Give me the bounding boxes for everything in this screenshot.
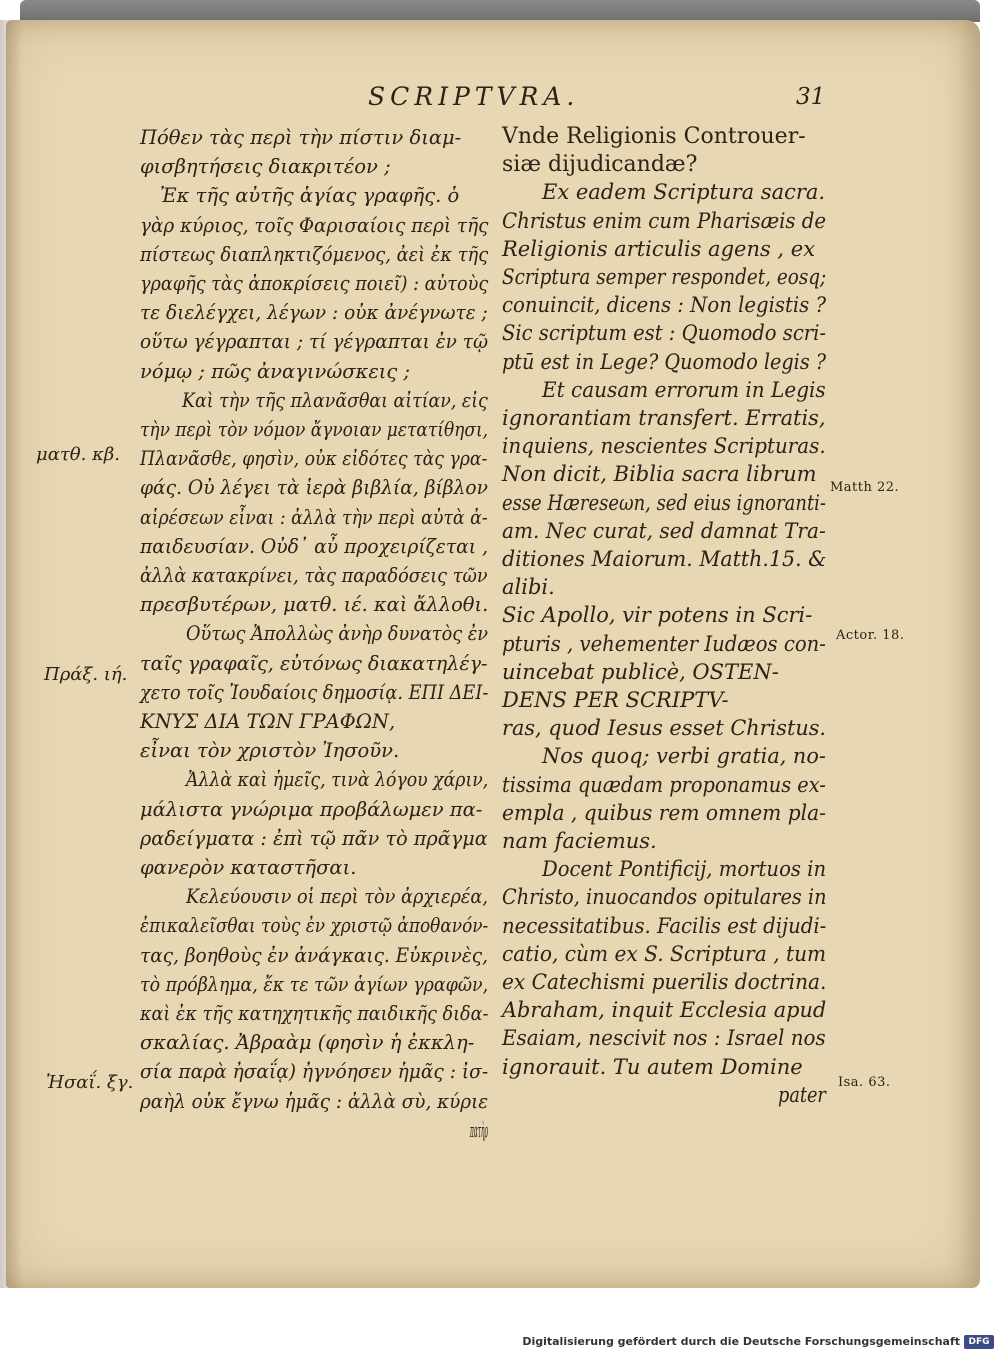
book-top-edge bbox=[20, 0, 980, 22]
page-fold-shadow bbox=[0, 20, 22, 1288]
margin-note-right: Matth 22. bbox=[830, 480, 900, 495]
greek-text-line: Καὶ τὴν τῆς πλανᾶσθαι αἰτίαν, εἰς bbox=[182, 388, 488, 412]
latin-text-line: Abraham, inquit Ecclesia apud bbox=[502, 998, 827, 1023]
greek-text-line: πίστεως διαπληκτιζόμενος, ἀεὶ ἐκ τῆς bbox=[140, 242, 489, 266]
greek-text-line: ραδείγματα : ἐπὶ τῷ πᾶν τὸ πρᾶγμα bbox=[140, 826, 488, 850]
greek-text-line: νόμῳ ; πῶς ἀναγινώσκεις ; bbox=[140, 359, 411, 383]
latin-text-line: ras, quod Iesus esset Christus. bbox=[502, 716, 827, 741]
greek-text-line: ΚΝΥΣ ΔΙΑ ΤΩΝ ΓΡΑΦΩΝ, bbox=[140, 710, 396, 733]
greek-text-line: φάς. Οὐ λέγει τὰ ἱερὰ βιβλία, βίβλον bbox=[140, 476, 488, 500]
greek-text-line: φανερὸν καταστῆσαι. bbox=[140, 856, 357, 879]
latin-text-line: empla , quibus rem omnem pla- bbox=[502, 800, 826, 825]
latin-text-line: ptū est in Lege? Quomodo legis ? bbox=[502, 349, 827, 374]
latin-text-line: Sic Apollo, vir potens in Scri- bbox=[502, 603, 813, 628]
latin-question-heading: Vnde Religionis Controuer- bbox=[502, 124, 806, 149]
greek-text-line: καὶ ἐκ τῆς κατηχητικῆς παιδικῆς διδα- bbox=[140, 1002, 489, 1025]
greek-text-line: Οὕτως Ἀπολλὼς ἀνὴρ δυνατὸς ἐν bbox=[186, 622, 489, 646]
greek-text-line: οὕτω γέγραπται ; τί γέγραπται ἐν τῷ bbox=[140, 330, 489, 354]
latin-text-line: Docent Pontificij, mortuos in bbox=[542, 857, 827, 882]
latin-text-line: ignorantiam transfert. Erratis, bbox=[502, 406, 826, 430]
page-number: 31 bbox=[796, 84, 826, 110]
greek-text-line: φισβητήσεις διακριτέον ; bbox=[140, 155, 391, 179]
latin-text-line: DENS PER SCRIPTV- bbox=[502, 688, 729, 712]
latin-text-line: tissima quædam proponamus ex- bbox=[502, 772, 826, 797]
latin-text-line: pater bbox=[778, 1082, 826, 1107]
latin-text-line: ditiones Maiorum. Matth.15. & bbox=[502, 547, 827, 571]
greek-text-line: σία παρὰ ἠσαΐᾳ) ἠγνόησεν ἡμᾶς : ἰσ- bbox=[140, 1060, 489, 1084]
greek-text-line: ἀλλὰ κατακρίνει, τὰς παραδόσεις τῶν bbox=[140, 564, 488, 587]
margin-note-left: Ἠσαΐ. ξγ. bbox=[46, 1072, 134, 1093]
latin-text-line: Ex eadem Scriptura sacra. bbox=[542, 180, 826, 205]
latin-text-line: conuincit, dicens : Non legistis ? bbox=[502, 293, 827, 318]
margin-note-left: ματθ. κβ. bbox=[36, 444, 121, 465]
footer-credit: Digitalisierung gefördert durch die Deutsche Forschungsgemeinschaft bbox=[522, 1335, 960, 1348]
latin-text-line: Sic scriptum est : Quomodo scri- bbox=[502, 321, 826, 346]
greek-text-line: ἐπικαλεῖσθαι τοὺς ἐν χριστῷ ἀποθανόν- bbox=[140, 914, 489, 938]
margin-note-right: Actor. 18. bbox=[836, 628, 905, 643]
latin-text-line: necessitatibus. Facilis est dijudi- bbox=[502, 913, 827, 938]
running-head: SCRIPTVRA. bbox=[368, 82, 580, 111]
greek-text-line: ραὴλ οὐκ ἔγνω ἡμᾶς : ἀλλὰ σὺ, κύριε bbox=[140, 1089, 489, 1113]
greek-text-line: Ἐκ τῆς αὐτῆς ἁγίας γραφῆς. ὁ bbox=[160, 184, 460, 208]
greek-text-line: τε διελέγχει, λέγων : οὐκ ἀνέγνωτε ; bbox=[140, 301, 488, 325]
greek-text-line: γὰρ κύριος, τοῖς Φαρισαίοις περὶ τῆς bbox=[140, 213, 489, 237]
greek-text-line: Κελεύουσιν οἱ περὶ τὸν ἀρχιερέα, bbox=[186, 885, 488, 909]
latin-text-line: Non dicit, Biblia sacra librum bbox=[502, 462, 817, 487]
dfg-logo: DFG bbox=[964, 1335, 994, 1349]
latin-text-line: Esaiam, nescivit nos : Israel nos bbox=[502, 1026, 826, 1051]
latin-text-line: ex Catechismi puerilis doctrina. bbox=[502, 970, 827, 994]
margin-note-right: Isa. 63. bbox=[838, 1075, 891, 1090]
greek-text-line: ταῖς γραφαῖς, εὐτόνως διακατηλέγ- bbox=[140, 651, 488, 675]
greek-text-line: τὴν περὶ τὸν νόμον ἄγνοιαν μετατίθησι, bbox=[140, 418, 489, 441]
latin-text-line: Christus enim cum Pharisæis de bbox=[502, 208, 827, 233]
greek-text-line: Πόθεν τὰς περὶ τὴν πίστιν διαμ- bbox=[140, 126, 462, 149]
greek-text-line: τὸ πρόβλημα, ἔκ τε τῶν ἁγίων γραφῶν, bbox=[140, 972, 489, 996]
greek-text-line: παιδευσίαν. Οὐδ᾽ αὖ προχειρίζεται , bbox=[140, 534, 489, 558]
latin-text-line: Religionis articulis agens , ex bbox=[502, 236, 816, 261]
latin-text-line: uincebat publicè, OSTEN- bbox=[502, 659, 779, 684]
greek-text-line: πατὴρ bbox=[470, 1118, 488, 1142]
margin-note-left: Πράξ. ιή. bbox=[44, 664, 128, 685]
greek-text-line: Ἀλλὰ καὶ ἡμεῖς, τινὰ λόγου χάριν, bbox=[186, 768, 489, 792]
latin-text-line: Scriptura semper respondet, eosq; bbox=[502, 265, 827, 289]
greek-text-line: χετο τοῖς Ἰουδαίοις δημοσίᾳ. ΕΠΙ ΔΕΙ- bbox=[140, 680, 489, 704]
greek-text-line: μάλιστα γνώριμα προβάλωμεν πα- bbox=[140, 797, 483, 821]
greek-text-line: σκαλίας. Ἀβραὰμ (φησὶν ἡ ἐκκλη- bbox=[140, 1031, 475, 1055]
greek-text-line: γραφῆς τὰς ἀποκρίσεις ποιεῖ) : αὐτοὺς bbox=[140, 272, 489, 295]
latin-text-line: nam faciemus. bbox=[502, 829, 657, 853]
latin-text-line: Et causam errorum in Legis bbox=[542, 377, 826, 402]
greek-text-line: εἶναι τὸν χριστὸν Ἰησοῦν. bbox=[140, 739, 400, 763]
latin-text-line: esse Hæreseωn, sed eius ignoranti- bbox=[502, 490, 826, 515]
latin-text-line: Nos quoq; verbi gratia, no- bbox=[542, 744, 826, 769]
latin-text-line: pturis , vehementer Iudæos con- bbox=[502, 631, 826, 656]
latin-text-line: ignorauit. Tu autem Domine bbox=[502, 1054, 803, 1079]
latin-text-line: alibi. bbox=[502, 575, 555, 600]
latin-text-line: Christo, inuocandos opitulares in bbox=[502, 885, 827, 910]
greek-text-line: τας, βοηθοὺς ἐν ἀνάγκαις. Εὐκρινὲς, bbox=[140, 943, 489, 967]
latin-question-heading: siæ dijudicandæ? bbox=[502, 152, 698, 178]
greek-text-line: πρεσβυτέρων, ματθ. ιέ. καὶ ἄλλοθι. bbox=[140, 593, 489, 617]
greek-text-line: αἱρέσεων εἶναι : ἀλλὰ τὴν περὶ αὐτὰ ἀ- bbox=[140, 505, 488, 529]
greek-text-line: Πλανᾶσθε, φησὶν, οὐκ εἰδότες τὰς γρα- bbox=[140, 447, 488, 471]
latin-text-line: am. Nec curat, sed damnat Tra- bbox=[502, 518, 826, 543]
latin-text-line: inquiens, nescientes Scripturas. bbox=[502, 434, 826, 459]
latin-text-line: catio, cùm ex S. Scriptura , tum bbox=[502, 941, 827, 966]
